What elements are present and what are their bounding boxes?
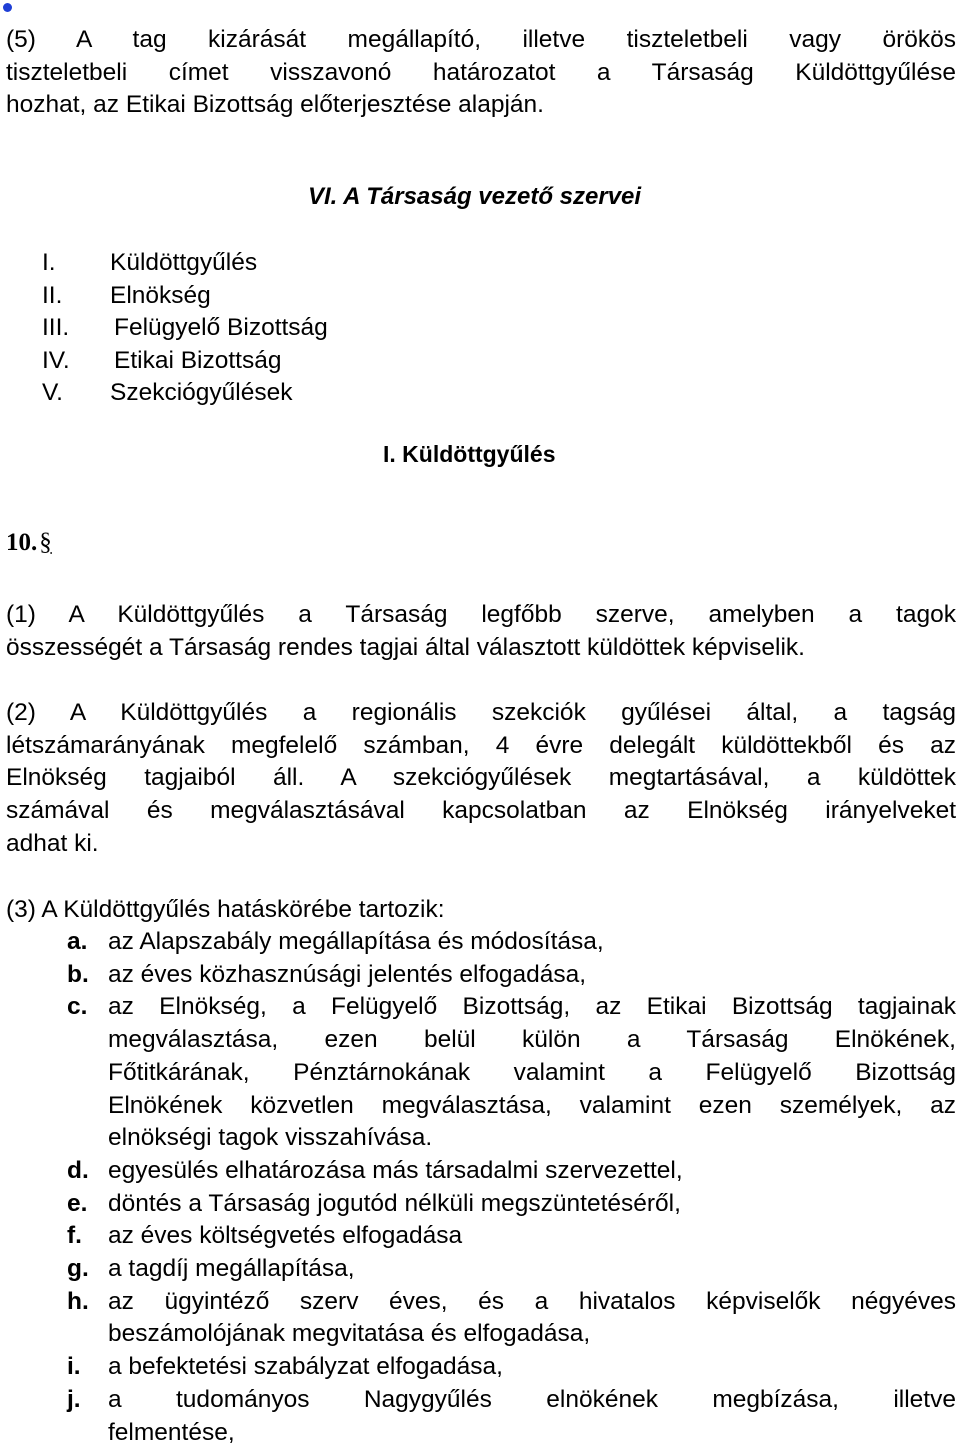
list-item-letter: a. [67, 928, 88, 955]
list-item-label: Küldöttgyűlés [110, 249, 258, 276]
list-item-label: Szekciógyűlések [110, 379, 293, 407]
text-line: az éves közhasznúsági jelentés elfogadása, [108, 960, 587, 988]
list-item [67, 1286, 956, 1351]
list-item-letter: c. [67, 993, 88, 1021]
text-line: elnökségi tagok visszahívása. [108, 1124, 433, 1152]
list-item [67, 991, 956, 1155]
list-item-letter: g. [67, 1255, 89, 1283]
list-item-letter: b. [67, 960, 89, 988]
list-item [67, 1253, 956, 1286]
list-item-letter: f. [67, 1222, 82, 1250]
list-item-number: III. [42, 314, 70, 342]
list-item-text [108, 959, 956, 992]
paragraph-5 [6, 24, 956, 122]
competence-list [67, 926, 956, 1449]
section-sign: § [39, 529, 52, 556]
text-line: a tagdíj megállapítása, [108, 1255, 355, 1283]
list-item-number: IV. [42, 346, 70, 374]
list-item-letter: e. [67, 1189, 88, 1217]
text-line: számával és megválasztásával kapcsolatban az Elnökség irányelveket [6, 797, 956, 825]
list-item-number: II. [42, 281, 63, 309]
organs-list [42, 247, 328, 410]
paragraph-3-intro: (3) A Küldöttgyűlés hatáskörébe tartozik: [6, 896, 445, 923]
list-item-text [108, 1286, 956, 1351]
list-item [42, 377, 328, 410]
list-item-text [108, 1351, 956, 1384]
list-item-label: Felügyelő Bizottság [114, 314, 328, 342]
list-item [67, 926, 956, 959]
list-item-number: I. [42, 249, 56, 276]
text-line: Főtitkárának, Pénztárnokának valamint a Felügyelő Bizottság [108, 1058, 956, 1086]
text-line: a tudományos Nagygyűlés elnökének megbízása, illetve [108, 1385, 956, 1413]
text-line: tiszteletbeli címet visszavonó határozatot a Társaság Küldöttgyűlése [6, 58, 956, 86]
list-item-letter: h. [67, 1287, 89, 1315]
list-item [67, 1220, 956, 1253]
text-line: (2) A Küldöttgyűlés a regionális szekciók gyűlései által, a tagság [6, 699, 956, 726]
text-line: felmentése, [108, 1418, 235, 1446]
bullet-icon [3, 3, 12, 12]
text-line: az Elnökség, a Felügyelő Bizottság, az Etikai Bizottság tagjainak [108, 993, 956, 1021]
list-item [67, 1384, 956, 1449]
list-item-label: Elnökség [110, 281, 211, 309]
text-line: összességét a Társaság rendes tagjai által választott küldöttek képviselik. [6, 633, 805, 661]
list-item-letter: i. [67, 1353, 81, 1381]
list-item [67, 1155, 956, 1188]
paragraph-number-value: 10. [6, 529, 38, 556]
list-item-text [108, 1188, 956, 1221]
subsection-title: I. Küldöttgyűlés [383, 441, 556, 467]
section-title: VI. A Társaság vezető szervei [308, 183, 642, 210]
text-line: az éves költségvetés elfogadása [108, 1222, 463, 1250]
list-item-letter: j. [67, 1385, 81, 1413]
text-line: az ügyintéző szerv éves, és a hivatalos képviselők négyéves [108, 1287, 956, 1315]
list-item [67, 959, 956, 992]
text-line: beszámolójának megvitatása és elfogadása, [108, 1320, 591, 1348]
text-line: megválasztása, ezen belül külön a Társaság Elnökének, [108, 1026, 956, 1054]
text-line: Elnökség tagjaiból áll. A szekciógyűlések megtartásával, a küldöttek [6, 764, 956, 792]
text-line: az Alapszabály megállapítása és módosítása, [108, 928, 604, 955]
text-line: hozhat, az Etikai Bizottság előterjesztése alapján. [6, 91, 544, 119]
list-item-text [108, 926, 956, 959]
list-item [42, 345, 328, 378]
text-line: döntés a Társaság jogutód nélküli megszüntetéséről, [108, 1189, 681, 1217]
list-item-label: Etikai Bizottság [114, 346, 282, 374]
list-item-letter: d. [67, 1156, 89, 1184]
list-item [42, 280, 328, 313]
list-item-text [108, 1220, 956, 1253]
list-item-text [108, 1155, 956, 1188]
list-item-text [108, 991, 956, 1155]
list-item [67, 1188, 956, 1221]
list-item [42, 312, 328, 345]
paragraph-2 [6, 697, 956, 861]
list-item-number: V. [42, 379, 63, 407]
paragraph-number [6, 529, 52, 557]
text-line: (1) A Küldöttgyűlés a Társaság legfőbb szerve, amelyben a tagok [6, 601, 956, 628]
text-line: létszámarányának megfelelő számban, 4 évre delegált küldöttekből és az [6, 731, 956, 759]
paragraph-1 [6, 599, 956, 664]
list-item [42, 247, 328, 280]
text-line: (5) A tag kizárását megállapító, illetve tiszteletbeli vagy örökös [6, 26, 956, 53]
list-item-text [108, 1253, 956, 1286]
list-item-text [108, 1384, 956, 1449]
text-line: egyesülés elhatározása más társadalmi szervezettel, [108, 1156, 683, 1184]
list-item [67, 1351, 956, 1384]
text-line: Elnökének közvetlen megválasztása, valamint ezen személyek, az [108, 1091, 956, 1119]
text-line: adhat ki. [6, 829, 99, 857]
text-line: a befektetési szabályzat elfogadása, [108, 1353, 503, 1381]
